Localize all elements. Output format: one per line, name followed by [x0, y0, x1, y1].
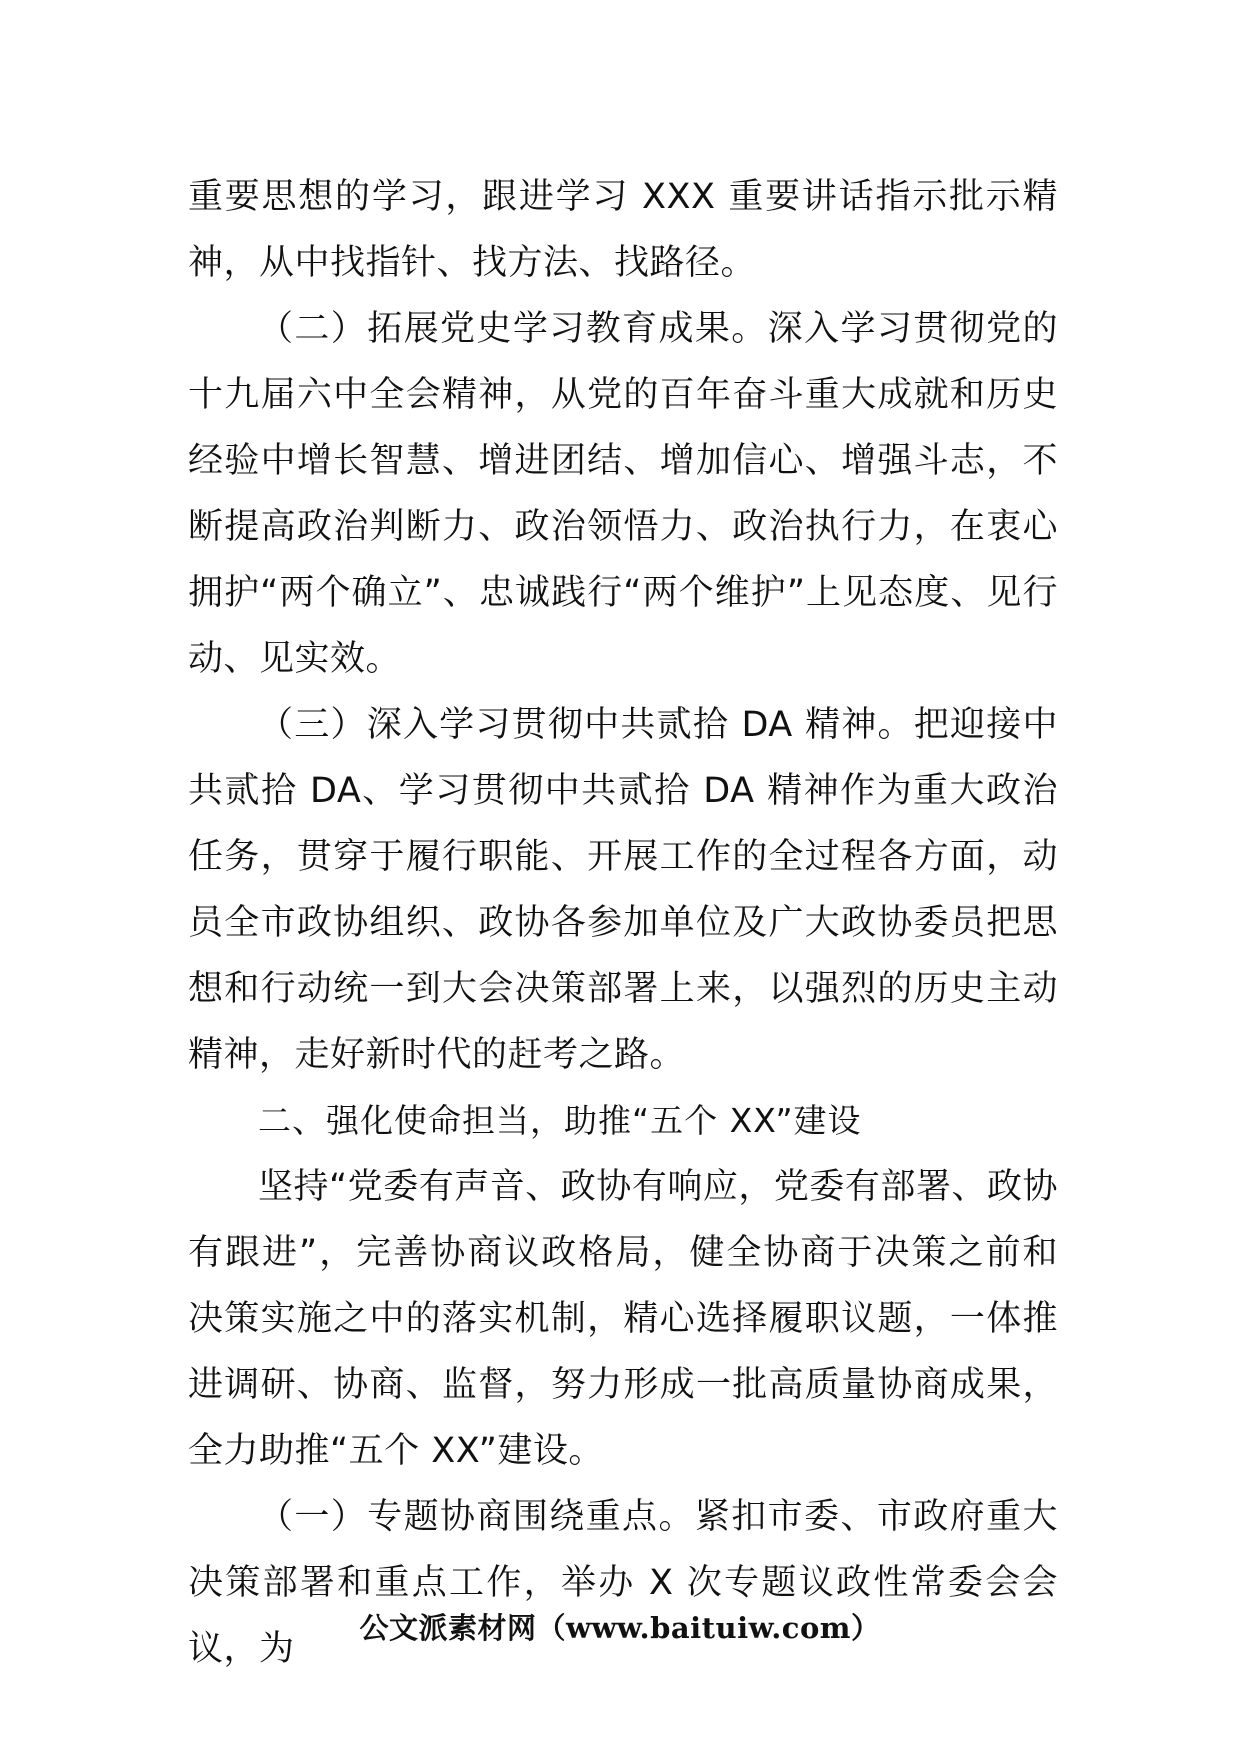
footer-watermark: 公文派素材网（www.baituiw.com） — [359, 1611, 881, 1645]
section-heading-two: 二、强化使命担当，助推“五个 XX”建设 — [258, 1101, 862, 1140]
document-body — [188, 164, 1058, 1682]
paragraph-congress-spirit: （三）深入学习贯彻中共贰拾 DA 精神。把迎接中共贰拾 DA、学习贯彻中共贰拾 DA 精神作为重大政治任务，贯穿于履行职能、开展工作的全过程各方面，动员全市政协组织、政协各参加单位及广大政协委员把思想和行动统一到大会决策部署上来，以强烈的历史主动精神，走好新时代的赶考之路。 — [188, 705, 1058, 1075]
paragraph-section-intro: 坚持“党委有声音、政协有响应，党委有部署、政协有跟进”，完善协商议政格局，健全协商于决策之前和决策实施之中的落实机制，精心选择履职议题，一体推进调研、协商、监督，努力形成一批高质量协商成果，全力助推“五个 XX”建设。 — [188, 1167, 1058, 1471]
paragraph-party-history-education: （二）拓展党史学习教育成果。深入学习贯彻党的十九届六中全会精神，从党的百年奋斗重大成就和历史经验中增长智慧、增进团结、增加信心、增强斗志，不断提高政治判断力、政治领悟力、政治执行力，在衷心拥护“两个确立”、忠诚践行“两个维护”上见态度、见行动、见实效。 — [188, 309, 1058, 679]
paragraph-continuation: 重要思想的学习，跟进学习 XXX 重要讲话指示批示精神，从中找指针、找方法、找路径。 — [188, 177, 1058, 283]
paragraph-special-consultation: （一）专题协商围绕重点。紧扣市委、市政府重大决策部署和重点工作，举办 X 次专题议政性常委会会议，为 — [188, 1497, 1058, 1669]
